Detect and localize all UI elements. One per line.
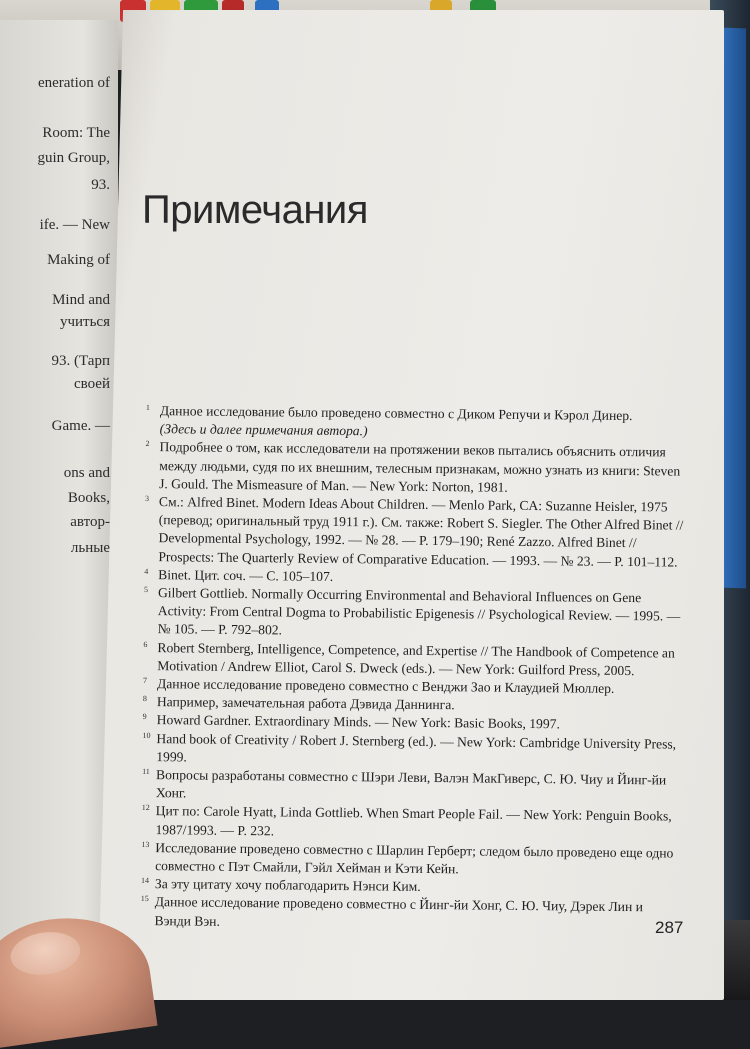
note-text: Данное исследование проведено совместно с Венджи Зао и Клаудией Мюллер.	[156, 676, 615, 696]
left-page-line: eneration of	[37, 75, 110, 91]
note-number: 3	[144, 494, 150, 504]
note-item	[146, 402, 686, 444]
note-item	[144, 493, 685, 571]
note-number: 4	[144, 566, 149, 576]
thumbnail-highlight	[8, 928, 83, 979]
note-number: 13	[141, 839, 150, 849]
left-page-line: автор-	[70, 514, 110, 530]
note-number: 10	[142, 730, 151, 740]
note-item	[143, 639, 683, 681]
note-number: 9	[142, 712, 147, 722]
note-number: 8	[142, 694, 147, 704]
note-text: Hand book of Creativity / Robert J. Sternberg (ed.). — New York: Cambridge University Press, 1999.	[156, 730, 677, 765]
note-text: За эту цитату хочу поблагодарить Нэнси Ким.	[154, 876, 421, 895]
note-item	[145, 438, 686, 498]
left-page-line: своей	[73, 376, 110, 392]
left-page-line: Books,	[67, 490, 110, 506]
left-page-line: ons and	[63, 465, 110, 481]
note-number: 14	[140, 876, 150, 886]
note-text: Исследование проведено совместно с Шарлин Герберт; следом было проведено еще одно совместно с Пэт Смайли, Гэйл Хейман и Кэти Кейн.	[155, 839, 674, 877]
note-text: Например, замечательная работа Дэвида Даннинга.	[156, 694, 455, 713]
note-number: 7	[143, 676, 148, 686]
left-page-line: Making of	[47, 252, 110, 268]
left-page-line: 93. (Тарп	[51, 353, 110, 369]
note-item	[142, 730, 682, 772]
note-item	[141, 839, 681, 881]
note-text: См.: Alfred Binet. Modern Ideas About Children. — Menlo Park, CA: Suzanne Heisler, 1975 (перевод; оригинальный труд 1911 г.). См. также: Robert S. Siegler. The Other Alfred Binet // Developmental Psychology, 1992. — № 28. — P. 179–190; René Zazzo. Alfred Binet // Prospects: The Quarterly Review of Comparative Education. — 1993. — № 23. — P. 101–112.	[158, 494, 684, 570]
left-page-line: учиться	[59, 314, 110, 330]
note-text: Binet. Цит. соч. — С. 105–107.	[158, 566, 334, 584]
page-title: Примечания	[142, 188, 368, 232]
note-text: Подробнее о том, как исследователи на протяжении веков пытались объяснить отличия между людьми, судя по их внешним, телесным признакам, можно узнать из книги: Steven J. Gould. The Mismeasure of Man. — New York: Norton, 1981.	[159, 439, 681, 495]
left-page-line: Game. —	[51, 418, 110, 434]
note-text: Цит по: Carole Hyatt, Linda Gottlieb. When Smart People Fail. — New York: Penguin Books, 1987/1993. — P. 232.	[155, 803, 672, 839]
book-cover-edge	[722, 28, 746, 589]
note-number: 2	[145, 439, 150, 449]
note-number: 6	[143, 639, 148, 649]
left-page-line: Room: The	[42, 125, 110, 141]
note-item	[142, 766, 682, 808]
note-text: Gilbert Gottlieb. Normally Occurring Environmental and Behavioral Influences on Gene Activity: From Central Dogma to Probabilistic Epigenesis // Psychological Review. — 1995. — № 105. — P. 792–802.	[157, 585, 681, 638]
left-page-line: ife. — New	[39, 217, 110, 233]
note-item	[140, 893, 680, 935]
note-text: Данное исследование проведено совместно с Йинг-йи Хонг, С. Ю. Чиу, Дэрек Лин и Вэнди Вэн.	[154, 894, 644, 929]
left-page-line: guin Group,	[37, 150, 110, 166]
note-number: 12	[141, 803, 150, 813]
notes-list	[140, 402, 685, 936]
note-number: 5	[143, 585, 149, 595]
note-text: Robert Sternberg, Intelligence, Competence, and Expertise // The Handbook of Competence an Motivation / Andrew Elliot, Carol S. Dweck (eds.). — New York: Guilford Press, 2005.	[157, 639, 675, 678]
note-text: Howard Gardner. Extraordinary Minds. — New York: Basic Books, 1997.	[156, 712, 560, 732]
note-item	[144, 584, 685, 644]
note-number: 1	[145, 402, 150, 413]
left-page-line: льные	[70, 540, 110, 556]
note-text: Вопросы разработаны совместно с Шэри Леви, Валэн МакГиверс, С. Ю. Чиу и Йинг-йи Хонг.	[155, 767, 667, 801]
left-page-line: Mind and	[52, 292, 110, 308]
note-italic-text: (Здесь и далее примечания автора.)	[159, 421, 368, 439]
left-page-line: 93.	[91, 177, 110, 193]
note-item	[141, 802, 681, 844]
left-page	[0, 20, 118, 1000]
note-number: 15	[140, 894, 149, 904]
note-text: Данное исследование было проведено совместно с Диком Репучи и Кэрол Динер.	[159, 403, 633, 424]
page-number: 287	[655, 918, 684, 937]
note-number: 11	[142, 767, 150, 777]
